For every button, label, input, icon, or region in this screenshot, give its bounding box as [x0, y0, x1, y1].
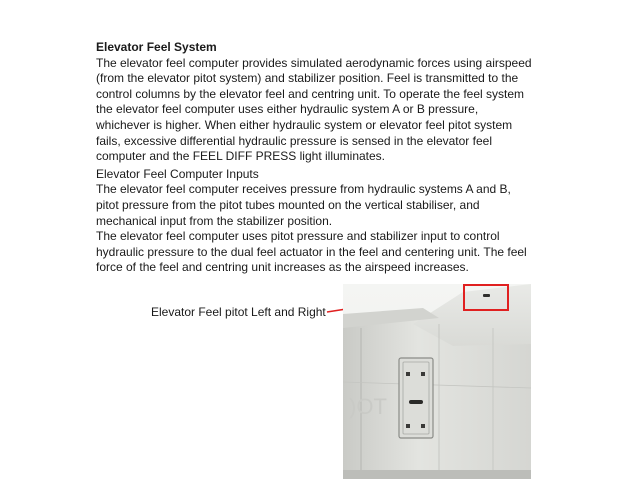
- paragraph-line: the elevator feel computer uses either hydraulic system A or B pressure,: [96, 102, 479, 117]
- access-panel: [399, 358, 433, 438]
- elevator-feel-pitot-tube: [483, 294, 490, 297]
- faded-livery-lettering: )OT: [349, 394, 387, 419]
- paragraph-line: whichever is higher. When either hydraulic system or elevator feel pitot system: [96, 117, 513, 132]
- paragraph-line: force of the feel and centring unit increases as the airspeed increases.: [96, 260, 469, 275]
- text-block: [96, 40, 556, 276]
- paragraph-line: mechanical input from the stabilizer position.: [96, 213, 333, 228]
- fastener: [406, 372, 410, 376]
- fastener: [421, 372, 425, 376]
- paragraph-line: computer and the FEEL DIFF PRESS light illuminates.: [96, 149, 386, 164]
- paragraph-line: pitot pressure from the pitot tubes mounted on the vertical stabiliser, and: [96, 197, 480, 212]
- paragraph-line: control columns by the elevator feel and centring unit. To operate the feel system: [96, 86, 525, 101]
- drain-port: [409, 400, 423, 404]
- paragraph-line: The elevator feel computer provides simulated aerodynamic forces using airspeed: [96, 55, 532, 70]
- fastener: [406, 424, 410, 428]
- paragraph-line: The elevator feel computer receives pressure from hydraulic systems A and B,: [96, 182, 511, 197]
- paragraph-line: hydraulic pressure to the dual feel actuator in the feel and centering unit. The feel: [96, 244, 527, 259]
- fastener: [421, 424, 425, 428]
- paragraph-line: fails, excessive differential hydraulic pressure is sensed in the elevator feel: [96, 133, 492, 148]
- aircraft-tail-illustration: [343, 284, 531, 479]
- fuselage-lower-edge: [343, 470, 531, 479]
- aircraft-tail-photo: [343, 284, 531, 479]
- paragraph-line: (from the elevator pitot system) and stabilizer position. Feel is transmitted to the: [96, 71, 519, 86]
- section-heading-feel-computer-inputs: Elevator Feel Computer Inputs: [96, 166, 259, 181]
- section-heading-elevator-feel-system: Elevator Feel System: [96, 40, 217, 54]
- figure-caption: Elevator Feel pitot Left and Right: [151, 305, 326, 319]
- paragraph-line: The elevator feel computer uses pitot pressure and stabilizer input to control: [96, 229, 500, 244]
